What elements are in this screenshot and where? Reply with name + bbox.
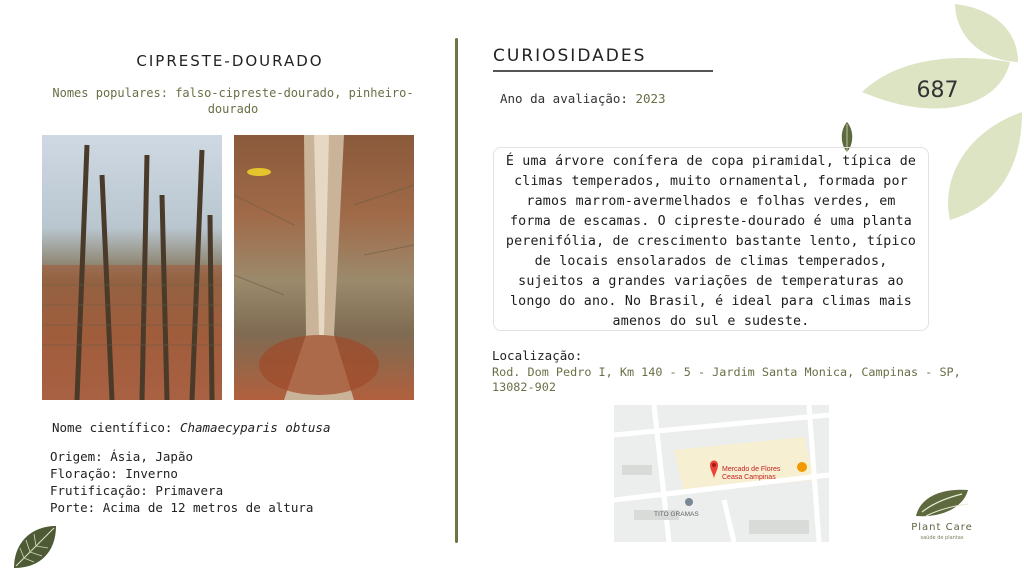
- decorative-leaves-icon: [860, 0, 1024, 230]
- map-place-label: Mercado de Flores Ceasa Campinas: [722, 466, 781, 481]
- location-address: Rod. Dom Pedro I, Km 140 - 5 - Jardim Santa Monica, Campinas - SP, 13082-902: [492, 365, 961, 394]
- tree-photo-1: [42, 135, 222, 400]
- map-poi-icon: [685, 498, 693, 506]
- fact-label: Origem:: [50, 449, 103, 464]
- fact-origin: [50, 448, 313, 465]
- food-poi-icon: [797, 462, 807, 472]
- fact-size: [50, 499, 313, 516]
- description-box: É uma árvore conífera de copa piramidal, típica de climas temperados, muito ornamental, formada por ramos marrom-avermelhados e folhas verdes, em forma de escamas. O cipreste-dourado é uma planta perenifólia, de crescimento bastante lento, típico de locais ensolarados de climas temperados, sujeitos a grandes variações de temperaturas ao longo do ano. No Brasil, é ideal para climas mais amenos do sul e sudeste.: [493, 147, 929, 331]
- year-value: 2023: [635, 91, 666, 106]
- fact-label: Frutificação:: [50, 483, 148, 498]
- fact-flowering: [50, 465, 313, 482]
- tree-trunks-illustration: [42, 135, 222, 400]
- location-label: Localização:: [492, 348, 583, 363]
- trunk-illustration: [234, 135, 414, 400]
- brand-name: Plant Care: [911, 522, 973, 533]
- heading-underline: [493, 70, 713, 72]
- fact-fruiting: [50, 482, 313, 499]
- plant-care-logo-icon: [912, 486, 972, 520]
- leaf-icon: [10, 522, 60, 572]
- brand-tagline: saúde de plantas: [920, 535, 964, 541]
- fact-value: Ásia, Japão: [110, 449, 194, 464]
- popular-names: Nomes populares: falso-cipreste-dourado, pinheiro-dourado: [52, 86, 414, 116]
- scientific-name-line: [52, 420, 330, 435]
- year-label: Ano da avaliação:: [500, 91, 628, 106]
- scientific-name-label: Nome científico:: [52, 420, 173, 435]
- map-poi-label: TITO GRAMAS: [654, 511, 699, 518]
- evaluation-year: [500, 91, 666, 106]
- fact-value: Primavera: [155, 483, 224, 498]
- fact-label: Porte:: [50, 500, 96, 515]
- location-map[interactable]: [614, 405, 829, 542]
- column-divider: [455, 38, 458, 543]
- tree-photo-2: [234, 135, 414, 400]
- fact-label: Floração:: [50, 466, 118, 481]
- page-number: 687: [916, 78, 959, 103]
- scientific-name: Chamaecyparis obtusa: [179, 420, 331, 435]
- fact-value: Acima de 12 metros de altura: [102, 500, 314, 515]
- plant-facts: [50, 448, 313, 516]
- curiosities-heading: CURIOSIDADES: [493, 46, 647, 66]
- plant-title: CIPRESTE-DOURADO: [136, 52, 324, 70]
- fact-value: Inverno: [125, 466, 178, 481]
